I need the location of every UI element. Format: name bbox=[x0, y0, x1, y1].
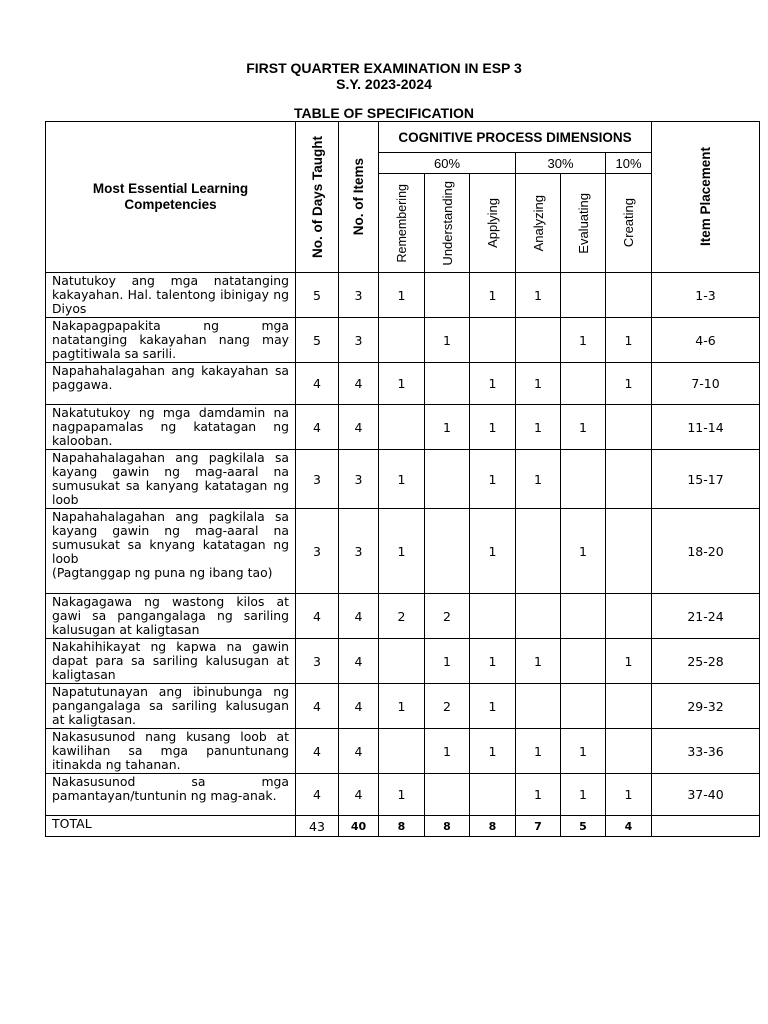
table-row bbox=[46, 774, 760, 816]
percent-30-header: 30% bbox=[516, 153, 606, 174]
place-cell: 18-20 bbox=[652, 509, 760, 594]
ana-cell bbox=[516, 594, 561, 639]
cre-cell: 1 bbox=[606, 774, 652, 816]
days-cell: 4 bbox=[296, 594, 339, 639]
number-of-items-header: No. of Items bbox=[339, 122, 379, 273]
cre-cell bbox=[606, 450, 652, 509]
eva-cell bbox=[561, 450, 606, 509]
place-cell: 11-14 bbox=[652, 405, 760, 450]
cre-cell bbox=[606, 684, 652, 729]
app-cell: 1 bbox=[470, 684, 516, 729]
cre-cell bbox=[606, 594, 652, 639]
total-eva-cell: 5 bbox=[561, 816, 606, 837]
und-cell: 2 bbox=[425, 594, 470, 639]
table-row bbox=[46, 273, 760, 318]
days-cell: 5 bbox=[296, 273, 339, 318]
place-cell: 21-24 bbox=[652, 594, 760, 639]
items-cell: 4 bbox=[339, 594, 379, 639]
app-cell bbox=[470, 594, 516, 639]
cre-cell: 1 bbox=[606, 639, 652, 684]
table-row bbox=[46, 594, 760, 639]
competency-cell: Napahahalagahan ang pagkilala sa kayang gawin ng mag-aaral na sumusukat sa kanyang katatagan ng loob bbox=[46, 450, 296, 509]
items-cell: 4 bbox=[339, 363, 379, 405]
items-cell: 4 bbox=[339, 684, 379, 729]
item-placement-header: Item Placement bbox=[652, 122, 760, 273]
competency-cell: Nakatutukoy ng mga damdamin na nagpapamalas ng katatagan ng kalooban. bbox=[46, 405, 296, 450]
place-cell: 29-32 bbox=[652, 684, 760, 729]
items-cell: 4 bbox=[339, 774, 379, 816]
und-cell: 1 bbox=[425, 405, 470, 450]
eva-cell: 1 bbox=[561, 405, 606, 450]
days-cell: 4 bbox=[296, 774, 339, 816]
ana-cell: 1 bbox=[516, 729, 561, 774]
cognitive-process-header: COGNITIVE PROCESS DIMENSIONS bbox=[379, 122, 652, 153]
items-cell: 3 bbox=[339, 318, 379, 363]
total-app-cell: 8 bbox=[470, 816, 516, 837]
rem-cell: 1 bbox=[379, 684, 425, 729]
days-taught-header: No. of Days Taught bbox=[296, 122, 339, 273]
app-cell: 1 bbox=[470, 273, 516, 318]
ana-cell: 1 bbox=[516, 774, 561, 816]
app-cell: 1 bbox=[470, 450, 516, 509]
place-cell: 1-3 bbox=[652, 273, 760, 318]
eva-cell: 1 bbox=[561, 729, 606, 774]
school-year: S.Y. 2023-2024 bbox=[336, 76, 432, 92]
eva-cell bbox=[561, 273, 606, 318]
competency-cell: Nakahihikayat ng kapwa na gawin dapat para sa sariling kalusugan at kaligtasan bbox=[46, 639, 296, 684]
creating-header: Creating bbox=[606, 174, 652, 273]
items-cell: 3 bbox=[339, 273, 379, 318]
competency-cell: Nakasusunod sa mga pamantayan/tuntunin ng mag-anak. bbox=[46, 774, 296, 816]
eva-cell bbox=[561, 594, 606, 639]
evaluating-header: Evaluating bbox=[561, 174, 606, 273]
items-cell: 4 bbox=[339, 729, 379, 774]
cre-cell: 1 bbox=[606, 318, 652, 363]
app-cell bbox=[470, 318, 516, 363]
days-cell: 4 bbox=[296, 405, 339, 450]
table-row bbox=[46, 363, 760, 405]
total-row bbox=[46, 816, 760, 837]
competency-cell: Nakapagpapakita ng mga natatanging kakayahan nang may pagtitiwala sa sarili. bbox=[46, 318, 296, 363]
rem-cell bbox=[379, 405, 425, 450]
ana-cell bbox=[516, 684, 561, 729]
app-cell: 1 bbox=[470, 509, 516, 594]
days-cell: 3 bbox=[296, 639, 339, 684]
table-row bbox=[46, 318, 760, 363]
applying-header: Applying bbox=[470, 174, 516, 273]
analyzing-header: Analyzing bbox=[516, 174, 561, 273]
eva-cell bbox=[561, 684, 606, 729]
days-cell: 3 bbox=[296, 450, 339, 509]
place-cell: 7-10 bbox=[652, 363, 760, 405]
ana-cell: 1 bbox=[516, 405, 561, 450]
percent-60-header: 60% bbox=[379, 153, 516, 174]
days-cell: 5 bbox=[296, 318, 339, 363]
und-cell: 2 bbox=[425, 684, 470, 729]
rem-cell: 2 bbox=[379, 594, 425, 639]
und-cell: 1 bbox=[425, 639, 470, 684]
items-cell: 3 bbox=[339, 450, 379, 509]
understanding-header: Understanding bbox=[425, 174, 470, 273]
rem-cell: 1 bbox=[379, 774, 425, 816]
items-cell: 4 bbox=[339, 639, 379, 684]
eva-cell bbox=[561, 363, 606, 405]
competency-cell: Natutukoy ang mga natatanging kakayahan. Hal. talentong ibinigay ng Diyos bbox=[46, 273, 296, 318]
days-cell: 4 bbox=[296, 684, 339, 729]
rem-cell bbox=[379, 639, 425, 684]
place-cell: 4-6 bbox=[652, 318, 760, 363]
items-cell: 4 bbox=[339, 405, 379, 450]
total-days-cell: 43 bbox=[296, 816, 339, 837]
rem-cell: 1 bbox=[379, 363, 425, 405]
place-cell: 37-40 bbox=[652, 774, 760, 816]
ana-cell: 1 bbox=[516, 450, 561, 509]
ana-cell: 1 bbox=[516, 639, 561, 684]
place-cell: 33-36 bbox=[652, 729, 760, 774]
ana-cell bbox=[516, 509, 561, 594]
place-cell: 15-17 bbox=[652, 450, 760, 509]
total-label: TOTAL bbox=[46, 816, 296, 837]
total-items-cell: 40 bbox=[339, 816, 379, 837]
und-cell bbox=[425, 509, 470, 594]
competency-cell: Napahahalagahan ang pagkilala sa kayang gawin ng mag-aaral na sumusukat sa knyang katatagan ng loob (Pagtanggap ng puna ng ibang tao) bbox=[46, 509, 296, 594]
app-cell: 1 bbox=[470, 729, 516, 774]
app-cell: 1 bbox=[470, 405, 516, 450]
days-cell: 4 bbox=[296, 729, 339, 774]
eva-cell: 1 bbox=[561, 318, 606, 363]
eva-cell: 1 bbox=[561, 774, 606, 816]
eva-cell: 1 bbox=[561, 509, 606, 594]
rem-cell bbox=[379, 729, 425, 774]
items-cell: 3 bbox=[339, 509, 379, 594]
total-ana-cell: 7 bbox=[516, 816, 561, 837]
rem-cell: 1 bbox=[379, 509, 425, 594]
rem-cell: 1 bbox=[379, 450, 425, 509]
table-row bbox=[46, 405, 760, 450]
table-row bbox=[46, 639, 760, 684]
und-cell: 1 bbox=[425, 318, 470, 363]
percent-10-header: 10% bbox=[606, 153, 652, 174]
table-row bbox=[46, 450, 760, 509]
ana-cell bbox=[516, 318, 561, 363]
days-cell: 3 bbox=[296, 509, 339, 594]
specification-table bbox=[45, 121, 760, 837]
total-und-cell: 8 bbox=[425, 816, 470, 837]
competency-cell: Napahahalagahan ang kakayahan sa paggawa. bbox=[46, 363, 296, 405]
eva-cell bbox=[561, 639, 606, 684]
cre-cell bbox=[606, 405, 652, 450]
rem-cell: 1 bbox=[379, 273, 425, 318]
table-row bbox=[46, 509, 760, 594]
cre-cell: 1 bbox=[606, 363, 652, 405]
und-cell: 1 bbox=[425, 729, 470, 774]
total-rem-cell: 8 bbox=[379, 816, 425, 837]
cre-cell bbox=[606, 273, 652, 318]
cre-cell bbox=[606, 509, 652, 594]
und-cell bbox=[425, 450, 470, 509]
competency-cell: Nakagagawa ng wastong kilos at gawi sa pangangalaga ng sariling kalusugan at kaligtasan bbox=[46, 594, 296, 639]
app-cell: 1 bbox=[470, 363, 516, 405]
rem-cell bbox=[379, 318, 425, 363]
table-row bbox=[46, 684, 760, 729]
total-place-cell bbox=[652, 816, 760, 837]
und-cell bbox=[425, 774, 470, 816]
app-cell: 1 bbox=[470, 639, 516, 684]
total-cre-cell: 4 bbox=[606, 816, 652, 837]
exam-title: FIRST QUARTER EXAMINATION IN ESP 3 bbox=[246, 60, 522, 76]
remembering-header: Remembering bbox=[379, 174, 425, 273]
und-cell bbox=[425, 273, 470, 318]
table-row bbox=[46, 729, 760, 774]
competency-cell: Nakasusunod nang kusang loob at kawilihan sa mga panuntunang itinakda ng tahanan. bbox=[46, 729, 296, 774]
competency-cell: Napatutunayan ang ibinubunga ng pangangalaga sa sariling kalusugan at kaligtasan. bbox=[46, 684, 296, 729]
cre-cell bbox=[606, 729, 652, 774]
app-cell bbox=[470, 774, 516, 816]
und-cell bbox=[425, 363, 470, 405]
place-cell: 25-28 bbox=[652, 639, 760, 684]
days-cell: 4 bbox=[296, 363, 339, 405]
ana-cell: 1 bbox=[516, 363, 561, 405]
table-title: TABLE OF SPECIFICATION bbox=[294, 105, 474, 121]
ana-cell: 1 bbox=[516, 273, 561, 318]
competencies-header: Most Essential Learning Competencies bbox=[46, 122, 296, 273]
